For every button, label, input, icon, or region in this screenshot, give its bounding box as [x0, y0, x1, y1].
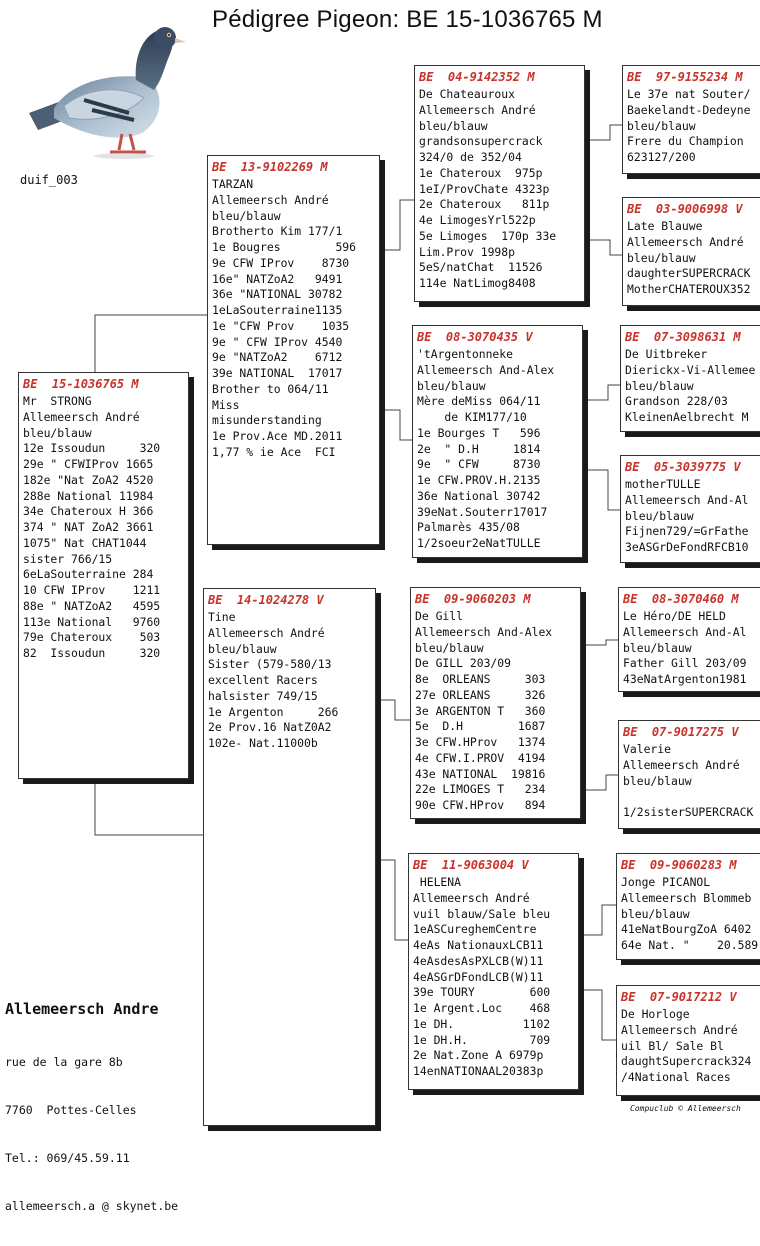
ring-number: BE 09-9060283 M — [621, 858, 737, 872]
card-line: 79e Chateroux 503 — [23, 630, 161, 645]
card-line: 182e "Nat ZoA2 4520 — [23, 472, 154, 487]
card-line: sister 766/15 — [23, 551, 113, 566]
pedigree-card-gg-1 — [622, 65, 760, 174]
pedigree-card-gg-4 — [620, 455, 760, 563]
card-line: bleu/blauw — [627, 250, 696, 265]
card-line: excellent Racers — [208, 673, 318, 687]
card-line: 1e Prov.Ace MD.2011 — [212, 429, 343, 443]
card-line: Allemeersch André — [413, 890, 530, 905]
card-line: grandsonsupercrack — [419, 134, 543, 149]
footer-credit: Compuclub © Allemeersch — [630, 1104, 741, 1113]
card-line: Mère deMiss 064/11 — [417, 394, 541, 409]
card-line: 1,77 % ie Ace FCI — [212, 444, 336, 459]
card-line: 4e CFW.I.PROV 4194 — [415, 750, 546, 765]
pedigree-card-gg-8 — [616, 985, 760, 1096]
card-line: Le Héro/DE HELD — [623, 609, 726, 623]
connector-gg-4 — [588, 470, 623, 510]
card-line: Allemeersch Blommeb — [621, 890, 752, 905]
card-line: 4eAs NationauxLCB11 — [413, 938, 544, 952]
card-line: 2e " D.H 1814 — [417, 441, 541, 456]
card-line: 1075" Nat CHAT1044 — [23, 535, 147, 550]
card-line: Allemeersch And-Al — [625, 492, 749, 507]
card-line: halsister 749/15 — [208, 688, 318, 703]
card-line: De GILL 203/09 — [415, 656, 512, 671]
card-line: Grandson 228/03 — [625, 394, 728, 409]
card-line: Allemeersch André — [208, 625, 325, 640]
pedigree-card-sire-dam — [412, 325, 583, 558]
card-line: 6eLaSouterraine 284 — [23, 567, 154, 582]
card-line: 3e CFW.HProv 1374 — [415, 735, 546, 749]
card-line: bleu/blauw — [415, 640, 484, 655]
ring-number: BE 08-3070460 M — [623, 592, 739, 606]
card-line: 4eASGrDFondLCB(W)11 — [413, 969, 544, 984]
pedigree-card-gg-2 — [622, 197, 760, 306]
connector-sire-sire — [383, 200, 416, 250]
card-line: de KIM177/10 — [417, 410, 527, 424]
card-line: 88e " NATZoA2 4595 — [23, 598, 161, 613]
card-line: Fijnen729/=GrFathe — [625, 524, 749, 539]
card-line: Allemeersch André — [23, 409, 140, 424]
pedigree-card-gg-7 — [616, 853, 760, 960]
card-line: 41eNatBourgZoA 6402 — [621, 922, 752, 937]
card-line: Father Gill 203/09 — [623, 656, 747, 671]
ring-number: BE 07-3098631 M — [625, 330, 741, 344]
card-line: 43e NATIONAL 19816 — [415, 766, 546, 781]
card-line: 36e "NATIONAL 30782 — [212, 287, 343, 302]
owner-address-line: rue de la gare 8b — [5, 1055, 123, 1069]
card-line: Mr STRONG — [23, 394, 92, 408]
card-line: Miss — [212, 397, 240, 412]
ring-number: BE 09-9060203 M — [415, 592, 531, 606]
owner-block — [5, 1000, 178, 1246]
card-line: 1e Argenton 266 — [208, 704, 339, 719]
card-line: 9e " CFW 8730 — [417, 457, 541, 472]
ring-number: BE 03-9006998 V — [627, 202, 743, 216]
card-line: 64e Nat. " 20.589 — [621, 938, 759, 952]
ring-number: BE 15-1036765 M — [23, 377, 139, 391]
pedigree-card-sire — [207, 155, 380, 545]
card-line: 113e National 9760 — [23, 614, 161, 629]
card-line: 9e "NATZoA2 6712 — [212, 350, 343, 365]
card-line: Le 37e nat Souter/ — [627, 87, 751, 101]
ring-number: BE 07-9017212 V — [621, 990, 737, 1004]
card-line: 1eI/ProvChate 4323p — [419, 181, 550, 196]
card-line: 1/2soeur2eNatTULLE — [417, 536, 541, 550]
ring-number: BE 04-9142352 M — [419, 70, 535, 84]
card-line: 5e D.H 1687 — [415, 719, 546, 734]
card-line: bleu/blauw — [621, 906, 690, 921]
card-line: De Horloge — [621, 1007, 690, 1021]
connector-dam-dam — [378, 860, 410, 940]
card-line: Dierickx-Vi-Allemee — [625, 362, 756, 377]
card-line: 1e "CFW Prov 1035 — [212, 318, 350, 333]
card-line: 9e CFW IProv 8730 — [212, 255, 350, 270]
card-line: 5e Limoges 170p 33e — [419, 228, 557, 243]
connector-gg-3 — [588, 385, 623, 400]
card-line: 1e Argent.Loc 468 — [413, 1001, 551, 1015]
card-line: 27e ORLEANS 326 — [415, 687, 546, 702]
card-line: Allemeersch André — [212, 192, 329, 207]
card-line: Baekelandt-Dedeyne — [627, 102, 751, 117]
pedigree-card-dam — [203, 588, 376, 1126]
card-line: Sister (579-580/13 — [208, 657, 332, 672]
connector-gg-8 — [582, 990, 619, 1040]
card-line: 324/0 de 352/04 — [419, 150, 522, 164]
card-line: 16e" NATZoA2 9491 — [212, 271, 343, 286]
owner-email: allemeersch.a @ skynet.be — [5, 1199, 179, 1213]
card-line: 374 " NAT ZoA2 3661 — [23, 520, 154, 534]
card-line: bleu/blauw — [23, 425, 92, 440]
connector-gg-1 — [590, 125, 625, 140]
card-line: 8e ORLEANS 303 — [415, 672, 546, 686]
card-line: 1eLaSouterraine1135 — [212, 303, 343, 317]
owner-phone: Tel.: 069/45.59.11 — [5, 1151, 130, 1165]
card-line: bleu/blauw — [625, 378, 694, 393]
card-line: bleu/blauw — [623, 640, 692, 655]
card-line: bleu/blauw — [212, 208, 281, 223]
card-line: 12e Issoudun 320 — [23, 441, 161, 456]
card-line: Frere du Champion — [627, 134, 744, 149]
connector-gg-2 — [590, 240, 625, 255]
card-line: 2e Prov.16 NatZ0A2 — [208, 720, 332, 735]
card-line: Allemeersch André — [621, 1022, 738, 1037]
card-line: 5eS/natChat 11526 — [419, 260, 543, 275]
pedigree-card-dam-dam — [408, 853, 579, 1090]
card-line: vuil blauw/Sale bleu — [413, 906, 551, 921]
card-line: 1e CFW.PROV.H.2135 — [417, 473, 541, 487]
card-line: 82 Issoudun 320 — [23, 646, 161, 660]
card-line: /4National Races — [621, 1070, 731, 1084]
card-line: Palmarès 435/08 — [417, 520, 520, 535]
page-title: Pédigree Pigeon: BE 15-1036765 M — [212, 6, 603, 33]
card-line: 1e Bougres 596 — [212, 240, 357, 254]
ring-number: BE 11-9063004 V — [413, 858, 529, 872]
card-line: 39e TOURY 600 — [413, 985, 551, 1000]
connector-dam-sire — [378, 700, 412, 720]
connector-gg-6 — [586, 775, 621, 790]
pedigree-card-gg-5 — [618, 587, 760, 692]
pedigree-card-subject — [18, 372, 189, 779]
card-line: motherTULLE — [625, 477, 701, 491]
ring-number: BE 05-3039775 V — [625, 460, 741, 474]
card-line: daughtSupercrack324 — [621, 1054, 752, 1069]
card-line — [623, 789, 760, 805]
card-line: 2e Chateroux 811p — [419, 197, 550, 212]
card-line: MotherCHATEROUX352 — [627, 282, 751, 296]
card-line: Allemeersch And-Alex — [415, 624, 553, 639]
card-line: 39eNat.Souterr17017 — [417, 504, 548, 519]
card-line: 43eNatArgenton1981 — [623, 672, 747, 686]
card-line: 1eASCureghemCentre — [413, 922, 537, 937]
card-line: bleu/blauw — [623, 773, 692, 788]
ring-number: BE 14-1024278 V — [208, 593, 324, 607]
card-line: 9e " CFW IProv 4540 — [212, 334, 343, 349]
card-line: Late Blauwe — [627, 219, 703, 233]
card-line: 4eAsdesAsPXLCB(W)11 — [413, 953, 544, 968]
owner-address-line: 7760 Pottes-Celles — [5, 1103, 137, 1117]
card-line: HELENA — [413, 875, 462, 889]
card-line: 90e CFW.HProv 894 — [415, 798, 546, 812]
card-line: Jonge PICANOL — [621, 875, 711, 889]
card-line: bleu/blauw — [417, 378, 486, 393]
card-line: De Gill — [415, 609, 464, 623]
card-line: 36e National 30742 — [417, 488, 541, 503]
card-line: bleu/blauw — [627, 118, 696, 133]
card-line: bleu/blauw — [625, 508, 694, 523]
card-line: uil Bl/ Sale Bl — [621, 1038, 724, 1053]
connector-subject-sire — [95, 315, 210, 372]
card-line: 102e- Nat.11000b — [208, 736, 318, 750]
ring-number: BE 07-9017275 V — [623, 725, 739, 739]
card-line: 39e NATIONAL 17017 — [212, 366, 343, 380]
owner-name: Allemeersch Andre — [5, 1000, 159, 1018]
card-line: 14enNATIONAAL20383p — [413, 1064, 544, 1078]
card-line: bleu/blauw — [419, 118, 488, 133]
ring-number: BE 08-3070435 V — [417, 330, 533, 344]
connector-gg-5 — [586, 640, 621, 645]
pedigree-card-sire-sire — [414, 65, 585, 302]
card-line: Valerie — [623, 742, 672, 756]
card-line: 1e DH. 1102 — [413, 1016, 551, 1031]
card-line: 288e National 11984 — [23, 488, 154, 503]
card-line: KleinenAelbrecht M — [625, 410, 749, 424]
card-line: De Uitbreker — [625, 347, 708, 361]
card-line: 3eASGrDeFondRFCB10 — [625, 540, 749, 554]
card-line: TARZAN — [212, 177, 254, 191]
connector-subject-dam — [95, 780, 203, 835]
card-line: 1/2sisterSUPERCRACK — [623, 805, 754, 819]
card-line: 2e Nat.Zone A 6979p — [413, 1048, 544, 1063]
card-line: 22e LIMOGES T 234 — [415, 782, 546, 797]
pedigree-card-gg-6 — [618, 720, 760, 829]
card-line: 1e Chateroux 975p — [419, 165, 543, 180]
ring-number: BE 13-9102269 M — [212, 160, 328, 174]
card-line: misunderstanding — [212, 413, 322, 428]
pedigree-card-dam-sire — [410, 587, 581, 819]
card-line: Allemeersch André — [627, 234, 744, 249]
card-line: Allemeersch And-Alex — [417, 362, 555, 377]
card-line: 'tArgentonneke — [417, 347, 514, 361]
file-id: duif_003 — [20, 173, 78, 187]
card-line: 1e DH.H. 709 — [413, 1032, 551, 1047]
ring-number: BE 97-9155234 M — [627, 70, 743, 84]
card-line: Tine — [208, 610, 236, 624]
card-line: 4e LimogesYrl522p — [419, 213, 536, 227]
card-line: Allemeersch André — [419, 102, 536, 117]
card-line: 114e NatLimog8408 — [419, 276, 536, 290]
card-line: 29e " CFWIProv 1665 — [23, 457, 154, 471]
pedigree-card-gg-3 — [620, 325, 760, 432]
card-line: 34e Chateroux H 366 — [23, 504, 154, 519]
card-line: 10 CFW IProv 1211 — [23, 583, 161, 597]
card-line: Brother to 064/11 — [212, 381, 329, 396]
card-line: Brotherto Kim 177/1 — [212, 224, 343, 239]
card-line: 3e ARGENTON T 360 — [415, 703, 546, 718]
card-line: De Chateauroux — [419, 87, 516, 101]
connector-gg-7 — [582, 905, 619, 935]
card-line: Allemeersch André — [623, 757, 740, 772]
owner-address — [5, 1022, 178, 1246]
card-line: 1e Bourges T 596 — [417, 425, 541, 440]
connector-sire-dam — [383, 410, 414, 440]
card-line: 623127/200 — [627, 150, 696, 164]
card-line: Allemeersch And-Al — [623, 624, 747, 639]
card-line: daughterSUPERCRACK — [627, 266, 751, 281]
card-line: Lim.Prov 1998p — [419, 244, 516, 259]
card-line: bleu/blauw — [208, 641, 277, 656]
